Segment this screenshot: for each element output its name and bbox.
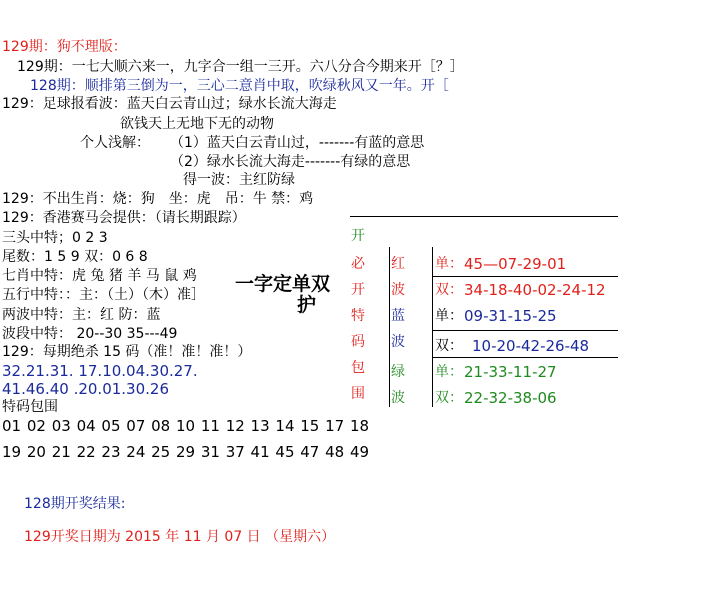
side-char-5: 包 bbox=[351, 360, 365, 376]
special-pack-row-1: 01 02 03 04 05 07 08 10 11 12 13 14 15 17 18 bbox=[2, 417, 370, 435]
intro-line-1: 129期：一七大顺六来一，九字合一组一三开。六八分合今期来开［？］ bbox=[17, 59, 464, 75]
table-rule-2 bbox=[432, 330, 618, 331]
special-pack-row-2: 19 20 21 22 23 24 25 29 31 37 41 45 47 48 49 bbox=[2, 443, 370, 461]
wave-row-numbers-0-0: 45—07-29-01 bbox=[464, 255, 567, 273]
wave-analysis-label: 个人浅解： bbox=[80, 135, 150, 151]
hk-jockey-line: 129：香港赛马会提供：（请长期跟踪） bbox=[2, 210, 246, 226]
intro-line-2: 128期：顺排第三倒为一，三心二意肖中取，吹绿秋风又一年。开［ bbox=[30, 78, 449, 94]
table-mid-rule bbox=[432, 247, 433, 407]
table-rule-3 bbox=[432, 357, 618, 358]
wave-point-2: （2）绿水长流大海走-------有绿的意思 bbox=[170, 154, 411, 170]
wave-row-numbers-1-1: 10-20-42-26-48 bbox=[472, 337, 590, 355]
wave-name-0: 红 bbox=[391, 256, 405, 272]
wave-result: 得一波：主红防绿 bbox=[183, 172, 295, 188]
wave-row-numbers-2-0: 21-33-11-27 bbox=[464, 363, 557, 381]
result-label: 128期开奖结果: bbox=[24, 496, 126, 512]
wave-name-2: 绿 bbox=[391, 364, 405, 380]
side-char-0: 开 bbox=[351, 228, 365, 244]
wave-row-tag-1-0: 单： bbox=[435, 308, 463, 324]
wave-point-1: （1）蓝天白云青山过，-------有蓝的意思 bbox=[170, 135, 425, 151]
draw-date: 129开奖日期为 2015 年 11 月 07 日 （星期六） bbox=[24, 529, 336, 545]
wave-row-numbers-0-1: 34-18-40-02-24-12 bbox=[464, 281, 606, 299]
wave-row-tag-2-1: 双： bbox=[435, 390, 463, 406]
wave-suffix-1: 波 bbox=[391, 334, 405, 350]
intro-line-3: 129：足球报看波：蓝天白云青山过；绿水长流大海走 bbox=[2, 96, 337, 112]
wave-row-numbers-2-1: 22-32-38-06 bbox=[464, 389, 557, 407]
no-zodiac-line: 129：不出生肖：烧：狗 坐：虎 吊：牛 禁：鸡 bbox=[2, 191, 314, 207]
wave-suffix-2: 波 bbox=[391, 390, 405, 406]
seven-zodiac-line: 七肖中特：虎 兔 猪 羊 马 鼠 鸡 bbox=[2, 268, 197, 284]
wave-row-tag-2-0: 单： bbox=[435, 364, 463, 380]
three-heads-line: 三头中特；0 2 3 bbox=[2, 230, 108, 246]
kill-title-line: 129：每期绝杀 15 码（准！准！准！） bbox=[2, 344, 252, 360]
wave-name-1: 蓝 bbox=[391, 308, 405, 324]
side-char-6: 围 bbox=[351, 386, 365, 402]
side-char-2: 开 bbox=[351, 282, 365, 298]
table-left-rule bbox=[389, 247, 390, 407]
side-char-1: 必 bbox=[351, 256, 365, 272]
five-elements-line: 五行中特：：主：（土）（木）准］ bbox=[2, 287, 205, 303]
wave-row-tag-0-0: 单： bbox=[435, 256, 463, 272]
wave-row-tag-1-1: 双： bbox=[435, 338, 463, 354]
page-title: 129期：狗不理版： bbox=[2, 39, 127, 55]
table-top-rule bbox=[350, 216, 618, 217]
two-waves-line: 两波中特：主：红 防：蓝 bbox=[2, 307, 161, 323]
kill-numbers-1: 32.21.31. 17.10.04.30.27. bbox=[2, 362, 198, 380]
wave-quote: 欲钱天上无地下无的动物 bbox=[120, 116, 274, 132]
wave-row-numbers-1-0: 09-31-15-25 bbox=[464, 307, 557, 325]
wave-range-line: 波段中特： 20--30 35---49 bbox=[2, 326, 178, 342]
single-double-title: 一字定单双 bbox=[235, 273, 331, 295]
table-rule-1 bbox=[432, 276, 618, 277]
wave-row-tag-0-1: 双： bbox=[435, 282, 463, 298]
special-pack-label: 特码包围 bbox=[2, 399, 58, 415]
wave-suffix-0: 波 bbox=[391, 282, 405, 298]
tail-numbers-line: 尾数：1 5 9 双：0 6 8 bbox=[2, 249, 148, 265]
kill-numbers-2: 41.46.40 .20.01.30.26 bbox=[2, 380, 169, 398]
side-char-3: 特 bbox=[351, 308, 365, 324]
side-char-4: 码 bbox=[351, 334, 365, 350]
single-double-sub: 护 bbox=[297, 294, 317, 316]
